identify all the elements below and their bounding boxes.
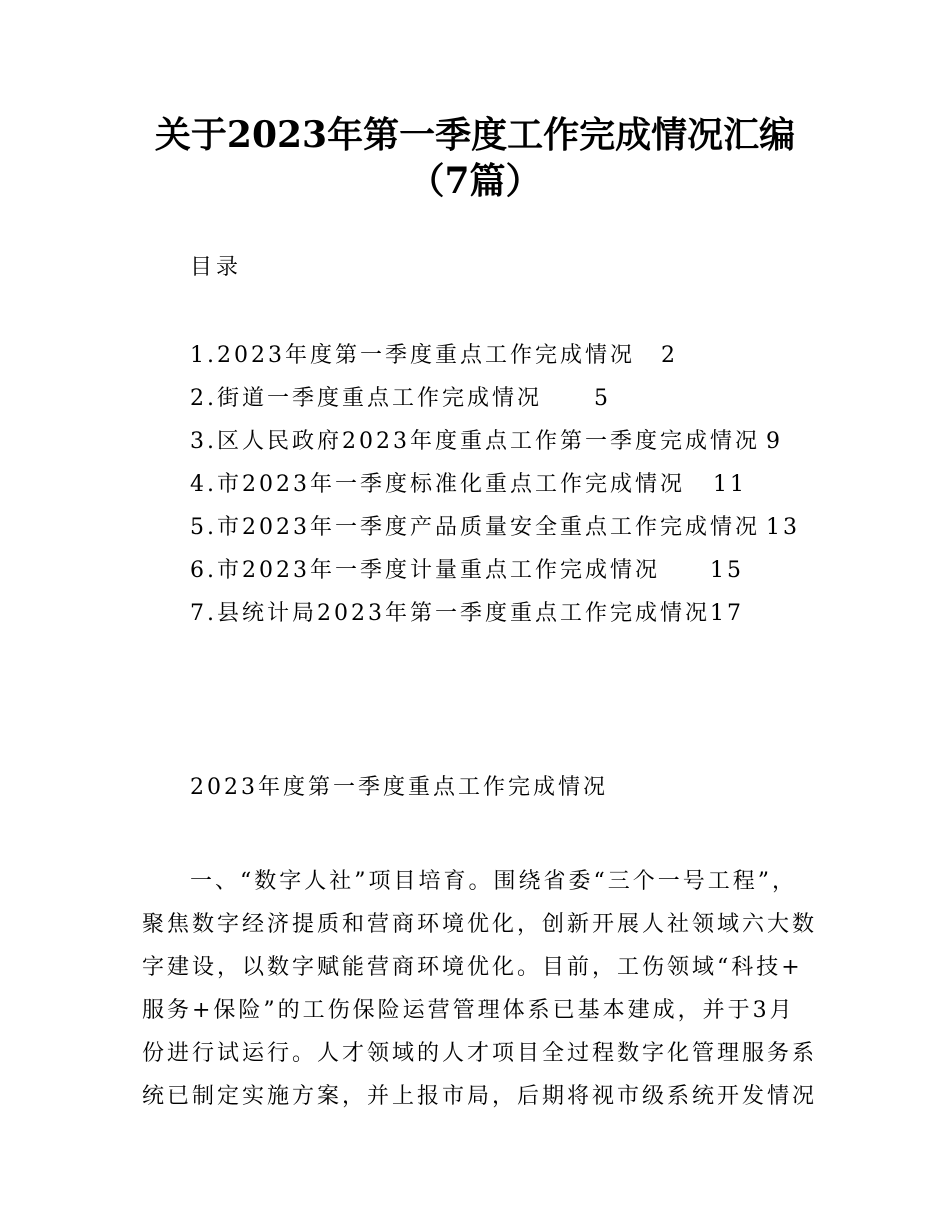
toc-item[interactable]: [190, 510, 850, 553]
toc-item-title: 2.街道一季度重点工作完成情况: [190, 386, 542, 411]
document-title: 关于2023年第一季度工作完成情况汇编: [154, 114, 796, 156]
document-title-count: （7篇）: [408, 160, 542, 202]
toc-item[interactable]: [190, 424, 850, 467]
toc-item-title: 1.2023年度第一季度重点工作完成情况: [190, 343, 635, 368]
toc-item-page: 15: [709, 558, 744, 583]
body-line: 份进行试运行。人才领域的人才项目全过程数字化管理服务系: [142, 1041, 818, 1066]
toc-heading: 目录: [190, 255, 243, 280]
toc-item-page: 5: [594, 386, 611, 411]
toc-item-title: 4.市2023年一季度标准化重点工作完成情况: [190, 472, 685, 497]
body-paragraph: [142, 860, 822, 1118]
body-line: 服务+保险”的工伤保险运营管理体系已基本建成，并于3月: [142, 998, 795, 1023]
table-of-contents: [190, 338, 850, 639]
toc-item[interactable]: [190, 381, 850, 424]
toc-item-title: 6.市2023年一季度计量重点工作完成情况: [190, 558, 660, 583]
toc-item-page: 2: [660, 343, 678, 368]
toc-item-title: 7.县统计局2023年第一季度重点工作完成情况: [190, 601, 710, 626]
body-line: 聚焦数字经济提质和营商环境优化，创新开展人社领域六大数: [142, 912, 818, 937]
toc-item[interactable]: [190, 467, 850, 510]
toc-item-page: 9: [765, 429, 783, 454]
body-line: 字建设，以数字赋能营商环境优化。目前，工伤领域“科技+: [142, 955, 803, 980]
toc-item-title: 5.市2023年一季度产品质量安全重点工作完成情况: [190, 515, 760, 540]
body-line: 统已制定实施方案，并上报市局，后期将视市级系统开发情况: [142, 1084, 818, 1109]
toc-item[interactable]: [190, 596, 850, 639]
toc-item-page: 17: [709, 601, 744, 626]
toc-item-page: 13: [765, 515, 800, 540]
toc-item-page: 11: [712, 472, 747, 497]
section-heading: 2023年度第一季度重点工作完成情况: [190, 775, 608, 800]
toc-item[interactable]: [190, 553, 850, 596]
toc-item-title: 3.区人民政府2023年度重点工作第一季度完成情况: [190, 429, 760, 454]
body-line: 一、“数字人社”项目培育。围绕省委“三个一号工程”，: [190, 869, 797, 894]
toc-item[interactable]: [190, 338, 850, 381]
